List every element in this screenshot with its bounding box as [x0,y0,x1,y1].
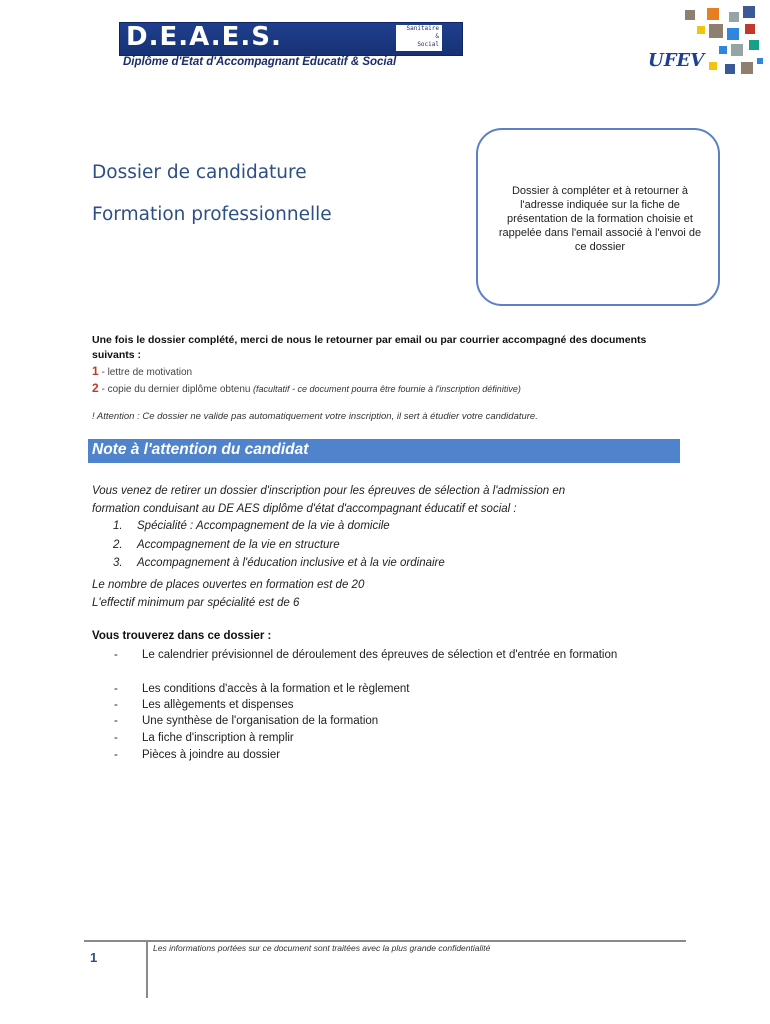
contents-item [114,681,634,698]
page-subtitle: Formation professionnelle [92,204,332,225]
mosaic-tile [709,24,723,38]
deaes-logo [119,22,463,56]
mosaic-tile [757,58,763,64]
bullet-dash: - [114,649,118,661]
page-number: 1 [90,950,98,965]
minimum-count: L'effectif minimum par spécialité est de 6 [92,597,300,609]
badge-line: Social [417,41,439,48]
section-intro-line: Vous venez de retirer un dossier d'inscription pour les épreuves de sélection à l'admission en [92,485,566,497]
info-callout-box [476,128,720,306]
mosaic-tile [741,62,753,74]
contents-title: Vous trouverez dans ce dossier : [92,630,272,642]
speciality-number: 3. [113,557,123,569]
contents-item-text: Les allègements et dispenses [142,699,294,711]
speciality-item [113,557,445,569]
bullet-dash: - [114,749,118,761]
mosaic-tile [685,10,695,20]
speciality-item [113,539,340,551]
mosaic-tile [719,46,727,54]
bullet-dash: - [114,683,118,695]
logo-title: D.E.A.E.S. [126,22,282,52]
mosaic-tile [727,28,739,40]
contents-item [114,730,634,747]
speciality-text: Accompagnement de la vie en structure [137,539,340,551]
required-document-item [92,364,192,378]
bullet-dash: - [114,732,118,744]
item-note: (facultatif - ce document pourra être fournie à l'inscription définitive) [250,384,521,394]
logo-subtitle: Diplôme d'État d'Accompagnant Éducatif & Social [123,56,397,68]
badge-line: Sanitaire [406,25,439,32]
bullet-dash: - [114,715,118,727]
item-separator: - [98,384,108,395]
mosaic-tile [745,24,755,34]
mosaic-tile [725,64,735,74]
item-separator: - [98,367,108,378]
section-title: Note à l'attention du candidat [92,441,309,458]
contents-item-text: Le calendrier prévisionnel de déroulement des épreuves de sélection et d'entrée en formation [142,649,618,661]
item-text: lettre de motivation [107,367,193,378]
speciality-item [113,520,390,532]
footer-divider [146,940,148,998]
attention-notice: ! Attention : Ce dossier ne valide pas automatiquement votre inscription, il sert à étudier votre candidature. [92,411,538,422]
footer-rule [84,940,146,942]
item-text: copie du dernier diplôme obtenu [107,384,251,395]
confidentiality-notice: Les informations portées sur ce document sont traitées avec la plus grande confidentialité [153,943,491,953]
contents-item-text: Les conditions d'accès à la formation et le règlement [142,683,410,695]
page-title: Dossier de candidature [92,162,307,183]
section-intro-line: formation conduisant au DE AES diplôme d'état d'accompagnant éducatif et social : [92,503,517,515]
places-count: Le nombre de places ouvertes en formation est de 20 [92,579,365,591]
speciality-number: 2. [113,539,123,551]
contents-item-text: Pièces à joindre au dossier [142,749,281,761]
contents-item [114,747,634,764]
required-document-item [92,381,521,395]
footer-rule [146,940,686,942]
mosaic-tile [709,62,717,70]
contents-item-text: La fiche d'inscription à remplir [142,732,294,744]
mosaic-tile [743,6,755,18]
info-callout-text: Dossier à compléter et à retourner à l'adresse indiquée sur la fiche de présentation de la formation choisie et rappelée dans l'email associé à l'envoi de ce dossier [498,185,702,253]
contents-item [114,647,634,664]
item-number: 1 [92,364,99,378]
speciality-text: Spécialité : Accompagnement de la vie à domicile [137,520,390,532]
bullet-dash: - [114,699,118,711]
item-number: 2 [92,381,99,395]
mosaic-tile [731,44,743,56]
mosaic-tile [749,40,759,50]
ufev-logo-text: UFEV [648,50,705,71]
contents-item-text: Une synthèse de l'organisation de la formation [142,715,379,727]
instructions-intro: Une fois le dossier complété, merci de nous le retourner par email ou par courrier accompagné des documents suivants : [92,334,647,361]
logo-badge [396,25,442,51]
badge-line: & [435,33,439,40]
mosaic-tile [697,26,705,34]
mosaic-tile [729,12,739,22]
speciality-text: Accompagnement à l'éducation inclusive et à la vie ordinaire [137,557,445,569]
speciality-number: 1. [113,520,123,532]
section-header [88,439,680,463]
mosaic-tile [707,8,719,20]
contents-item [114,713,634,730]
contents-item [114,697,634,714]
